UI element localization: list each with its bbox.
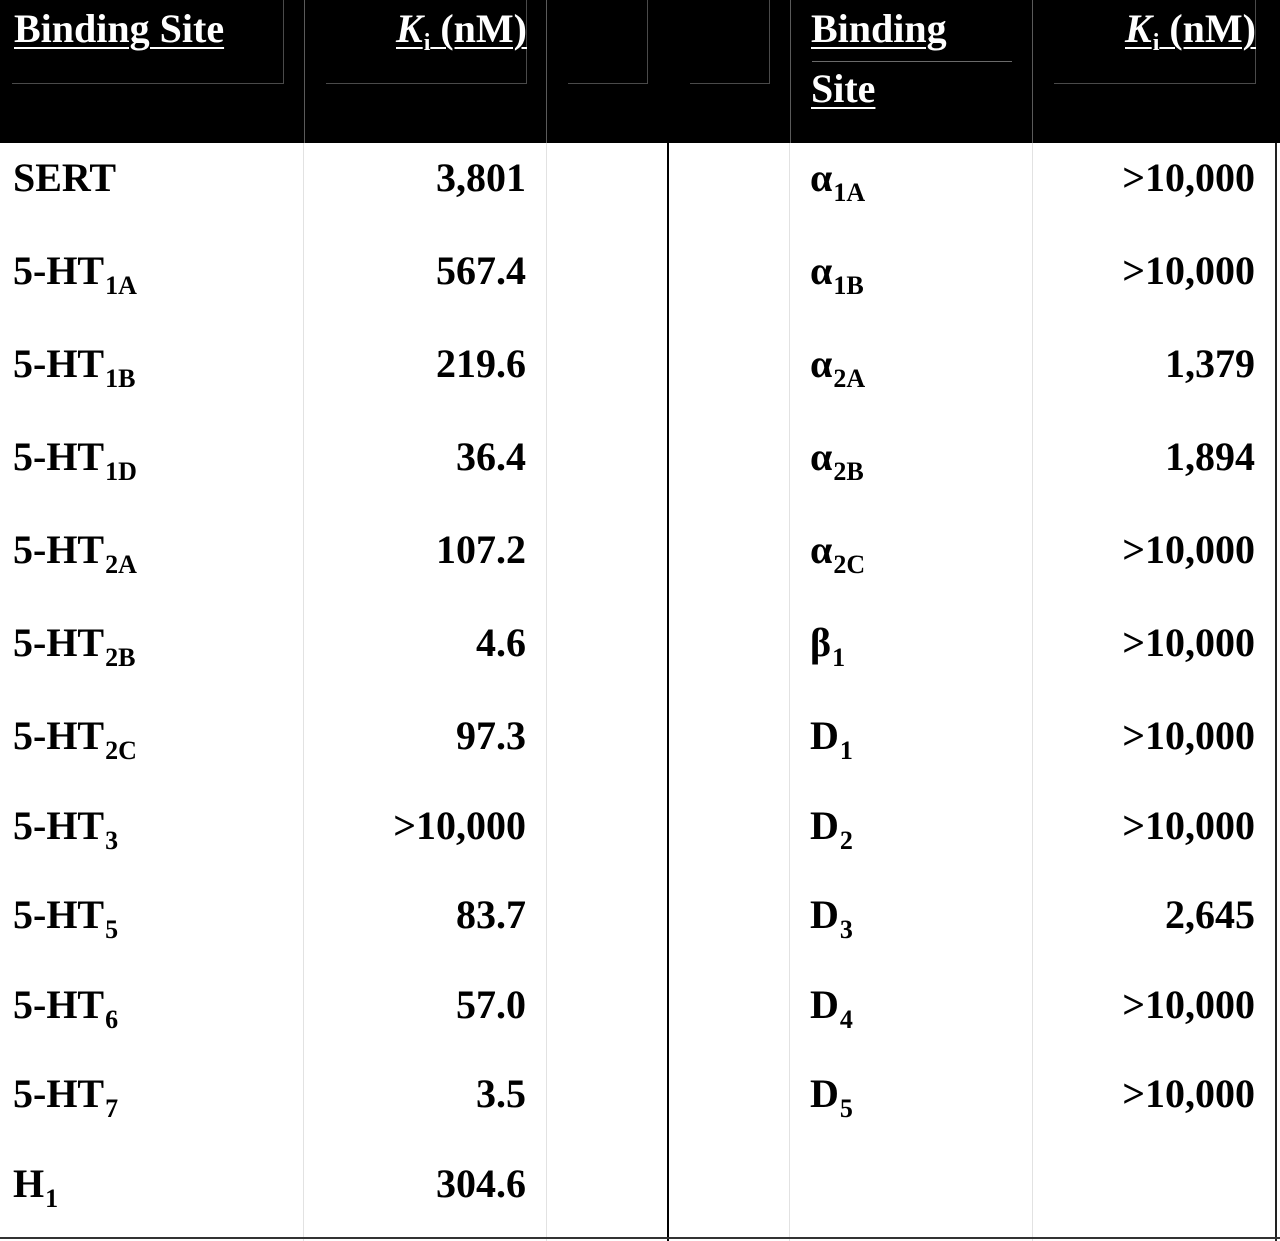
site-name: H [13, 1161, 45, 1206]
left-binding-site-label [13, 246, 137, 301]
left-binding-site-label [13, 525, 137, 580]
left-binding-site-label [13, 618, 135, 673]
left-ki-value: 107.2 [436, 527, 526, 572]
right-binding-site-label [810, 246, 864, 301]
right-ki-value: >10,000 [1122, 620, 1255, 665]
header-divider [1032, 0, 1033, 143]
left-binding-site-label [13, 980, 118, 1035]
left-binding-site-label [13, 890, 118, 945]
column-guide [546, 143, 547, 1241]
right-ki-value: 2,645 [1165, 892, 1255, 937]
site-name: 5-HT [13, 620, 105, 665]
left-binding-site-label [13, 432, 137, 487]
right-ki-value: >10,000 [1122, 1071, 1255, 1116]
left-binding-site-label [13, 711, 137, 766]
left-binding-site-label [13, 801, 118, 856]
site-subscript: 1 [832, 643, 846, 672]
site-name: D [810, 982, 839, 1027]
ki-subscript: i [1152, 30, 1160, 56]
left-ki-value: 97.3 [456, 713, 526, 758]
table-header [0, 0, 1280, 143]
right-binding-site-label [810, 801, 853, 856]
left-ki-value: 83.7 [456, 892, 526, 937]
site-subscript: 6 [105, 1005, 119, 1034]
table-bottom-rule [0, 1237, 1280, 1239]
site-subscript: 1B [105, 364, 136, 393]
ki-subscript: i [423, 30, 431, 56]
ki-units: (nM) [430, 6, 527, 51]
column-guide [303, 143, 304, 1241]
site-subscript: 2C [833, 550, 866, 579]
site-name: 5-HT [13, 982, 105, 1027]
left-ki-value: 57.0 [456, 982, 526, 1027]
site-subscript: 5 [839, 1094, 853, 1123]
right-ki-value: >10,000 [1122, 155, 1255, 200]
column-separator [667, 143, 669, 1241]
left-binding-site-label [13, 1069, 118, 1124]
site-subscript: 4 [839, 1005, 853, 1034]
site-subscript: 1A [105, 271, 137, 300]
left-binding-site-label [13, 339, 135, 394]
header-binding-line2-right: Site [811, 66, 876, 111]
site-name: D [810, 803, 839, 848]
site-subscript: 5 [105, 915, 119, 944]
right-binding-site-label [810, 711, 853, 766]
site-name: 5-HT [13, 713, 105, 758]
left-ki-value: 304.6 [436, 1161, 526, 1206]
header-ki-left [326, 0, 527, 64]
left-ki-value: 3.5 [476, 1071, 526, 1116]
site-name: α [810, 434, 833, 479]
right-ki-value: >10,000 [1122, 713, 1255, 758]
right-ki-value: >10,000 [1122, 982, 1255, 1027]
column-guide [1032, 143, 1033, 1241]
site-name: 5-HT [13, 341, 105, 386]
header-divider [790, 0, 791, 143]
right-ki-value: 1,379 [1165, 341, 1255, 386]
table-right-edge [1275, 143, 1277, 1241]
right-binding-site-label [810, 890, 853, 945]
site-subscript: 1D [105, 457, 137, 486]
left-binding-site-label [13, 153, 116, 203]
right-ki-value: >10,000 [1122, 803, 1255, 848]
site-subscript: 1 [839, 736, 853, 765]
left-ki-value: 36.4 [456, 434, 526, 479]
site-name: D [810, 892, 839, 937]
header-binding-line1-right: Binding [811, 6, 947, 51]
right-binding-site-label [810, 1069, 853, 1124]
left-ki-value: 219.6 [436, 341, 526, 386]
right-binding-site-label [810, 153, 865, 208]
left-binding-site-label [13, 1159, 58, 1214]
site-name: α [810, 155, 833, 200]
right-binding-site-label [810, 432, 864, 487]
site-name: α [810, 248, 833, 293]
site-subscript: 2 [839, 826, 853, 855]
site-subscript: 2B [105, 643, 136, 672]
site-name: 5-HT [13, 1071, 105, 1116]
site-subscript: 1B [833, 271, 864, 300]
left-ki-value: >10,000 [393, 803, 526, 848]
ki-units: (nM) [1159, 6, 1256, 51]
right-ki-value: >10,000 [1122, 527, 1255, 572]
site-name: 5-HT [13, 434, 105, 479]
header-cell-frame [568, 0, 648, 84]
left-ki-value: 3,801 [436, 155, 526, 200]
site-name: SERT [13, 155, 117, 200]
column-guide [789, 143, 790, 1241]
header-binding-site-left: Binding Site [14, 6, 225, 51]
site-name: 5-HT [13, 892, 105, 937]
site-name: D [810, 1071, 839, 1116]
ki-italic: K [1125, 6, 1152, 51]
right-binding-site-label [810, 525, 865, 580]
site-name: 5-HT [13, 527, 105, 572]
right-binding-site-label [810, 339, 865, 394]
site-name: D [810, 713, 839, 758]
right-binding-site-label [810, 980, 853, 1035]
header-divider [304, 0, 305, 143]
left-ki-value: 567.4 [436, 248, 526, 293]
site-name: β [810, 620, 832, 665]
site-subscript: 2A [833, 364, 866, 393]
header-divider [546, 0, 547, 143]
site-subscript: 2C [105, 736, 137, 765]
site-subscript: 7 [105, 1094, 119, 1123]
right-binding-site-label [810, 618, 845, 673]
site-subscript: 2B [833, 457, 864, 486]
site-name: α [810, 341, 833, 386]
right-ki-value: 1,894 [1165, 434, 1255, 479]
header-cell-frame [690, 0, 770, 84]
header-ki-right [1040, 0, 1256, 64]
site-subscript: 1A [833, 178, 866, 207]
site-name: α [810, 527, 833, 572]
site-name: 5-HT [13, 248, 105, 293]
site-subscript: 3 [105, 826, 119, 855]
site-subscript: 1 [45, 1184, 59, 1213]
left-ki-value: 4.6 [476, 620, 526, 665]
site-name: 5-HT [13, 803, 105, 848]
right-ki-value: >10,000 [1122, 248, 1255, 293]
site-subscript: 3 [839, 915, 853, 944]
site-subscript: 2A [105, 550, 137, 579]
ki-italic: K [396, 6, 423, 51]
